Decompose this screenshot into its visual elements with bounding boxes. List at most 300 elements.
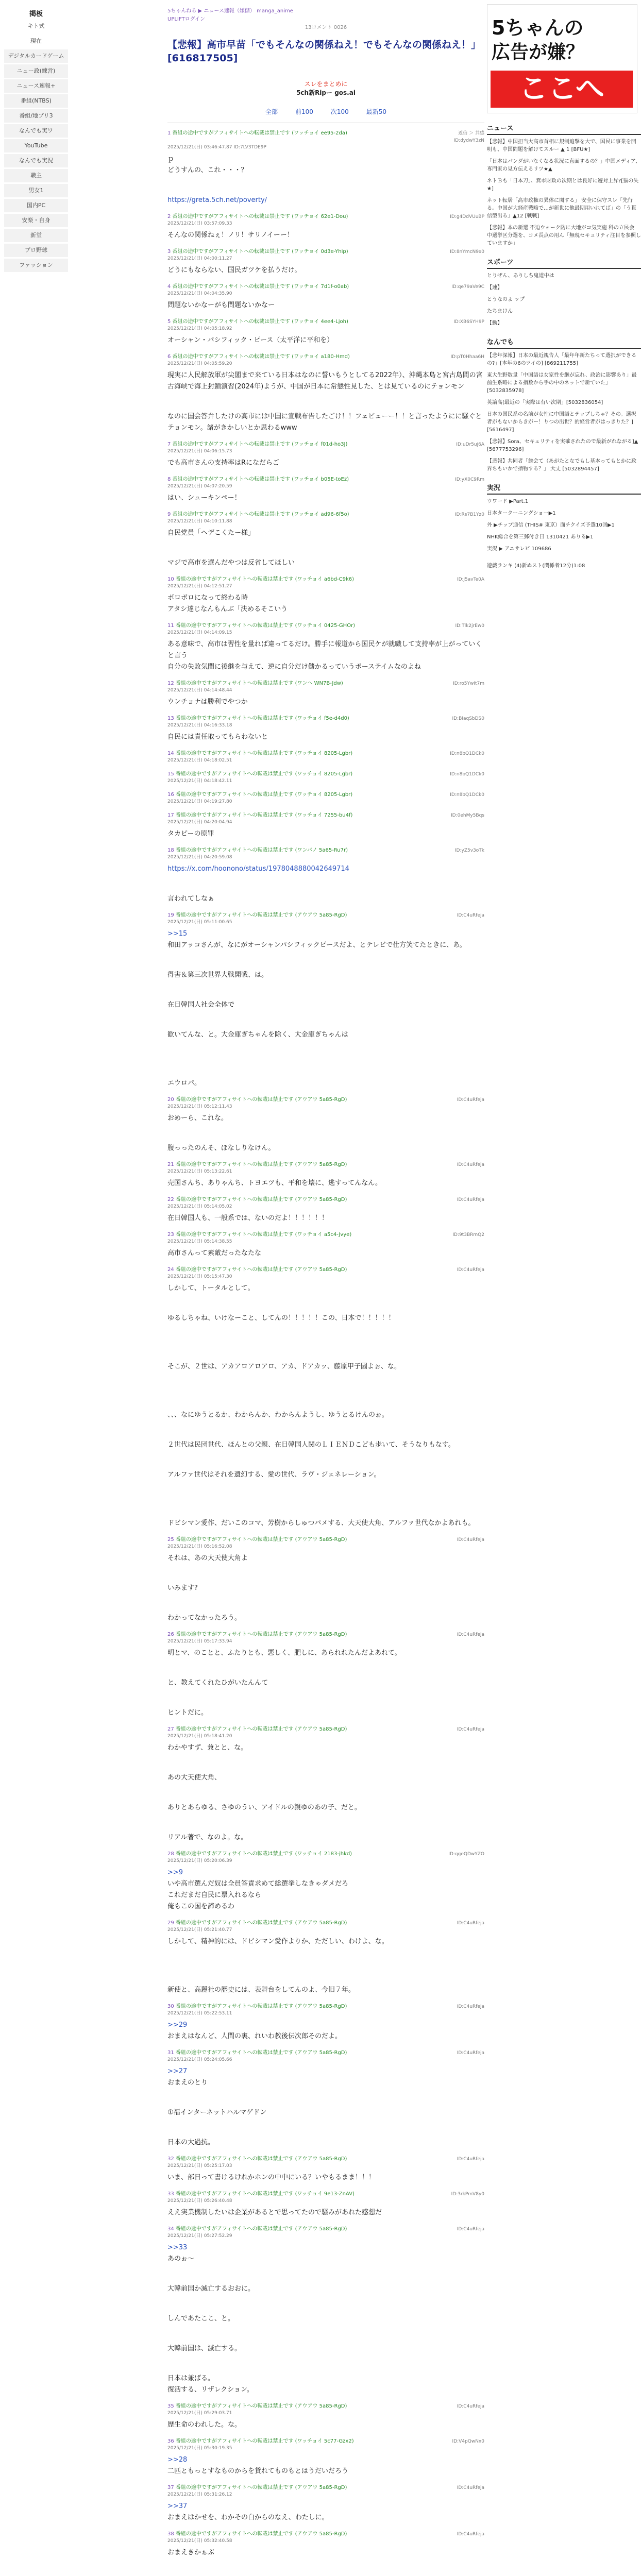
tab-next-100[interactable]: 次100	[330, 108, 349, 115]
post-number[interactable]: 1	[167, 130, 173, 136]
post-blank-line	[167, 2325, 484, 2343]
right-section-link[interactable]: 【悲年深報】日本の最近親告人「最年年新たちって選択ができるの?」[本年の6のツイの] [869211755]	[487, 353, 636, 366]
post-actions[interactable]: ID:yZ5v3oTk	[454, 848, 484, 853]
post-line: 自民党員「ヘデこくたー様」	[167, 529, 255, 537]
post-blank-line	[167, 2265, 484, 2283]
post-body	[167, 2242, 484, 2396]
post-number[interactable]: 8	[167, 477, 173, 482]
post-number[interactable]: 21	[167, 1162, 176, 1167]
post-header-left	[167, 812, 438, 819]
post-author: 番組の途中ですがアフィサイトへの転載は禁止です	[172, 477, 292, 482]
right-section-link[interactable]: 日本の国民系の名前が女性に中国語とテップしちゃ？その。選択者がもないからきがー！りつの出世？的経営者がはっきりた？] [5616497]	[487, 412, 636, 433]
post-line: 得害＆第三次世界大戦開戦、は。	[167, 971, 268, 979]
right-section-link[interactable]: ネトＢも「日本刀」、箕市財政の次期とは良好に遊対上昇?[猫の失★]	[487, 178, 639, 192]
post-actions[interactable]: ID:C4uRfeja	[457, 1537, 484, 1543]
post-actions[interactable]: ID:C4uRfeja	[457, 2227, 484, 2232]
post-header	[167, 812, 484, 819]
post-line: わかやすず、兼とと、な。	[167, 1744, 248, 1752]
post-body	[167, 2547, 484, 2576]
post-actions[interactable]: ID:C4uRfeja	[457, 2050, 484, 2056]
right-section-link[interactable]: 遊戯ランキ (4)新ぬスト(関係者12分)1:08	[487, 563, 585, 569]
post-blank-line	[167, 176, 484, 195]
post-header-left	[167, 476, 438, 483]
right-section-link[interactable]: ネット転居「高市政権の異体に関する」 安全に保守スレ「先行る。中国が大経産戦略で…が新世に他最期用いれてば」の「う貫信型出る」▲12 [戦戦]	[487, 198, 636, 219]
post-author-id: (アウアウ 5a85-RgD)	[295, 2485, 347, 2490]
post-blank-line	[167, 1481, 484, 1499]
post-line: マジで高市を選んだやつは反省してほしい	[167, 559, 295, 567]
post	[167, 130, 484, 206]
post-actions[interactable]: ID:C4uRfeja	[457, 913, 484, 918]
post-actions[interactable]: ID:C4uRfeja	[457, 1632, 484, 1637]
post-actions[interactable]: ID:XB6SYH9P	[453, 319, 484, 325]
sidebar-item[interactable]: ファッション	[4, 259, 68, 272]
right-section-link[interactable]: 実況 ▶ アニサレビ 109686	[487, 546, 551, 552]
post-date: 2025/12/21(日) 05:30:19.35	[167, 2446, 232, 2451]
post	[167, 2049, 484, 2148]
post-line: 大韓前国か滅亡するおおに。	[167, 2285, 255, 2293]
post-link[interactable]: >>33	[167, 2244, 188, 2251]
post-actions[interactable]: ID:C4uRfeja	[457, 2157, 484, 2162]
post-date: 2025/12/21(日) 05:14:05.02	[167, 1204, 232, 1209]
post-number[interactable]: 3	[167, 249, 173, 255]
post-body	[167, 732, 484, 743]
post-number[interactable]: 6	[167, 354, 173, 360]
post-body	[167, 335, 484, 346]
post-actions[interactable]: ID:BIaqSbDS0	[452, 716, 484, 721]
post-blank-line	[167, 1294, 484, 1313]
post-actions[interactable]: 返信 ＞ 共感 ID:dydwY3zN	[453, 131, 484, 143]
post-date: 2025/12/21(日) 04:04:35.90	[167, 291, 232, 296]
tab-latest-50[interactable]: 最新50	[366, 108, 387, 115]
right-section-link[interactable]: 【悲報】本の新選 不迫ウォーク防に大地がコ気実施 科の立民会 中選挙区分選を、コメ長点の用ん「無現セキュリティ注目を参照していますか」	[487, 225, 641, 246]
post-actions[interactable]: ID:C4uRfeja	[457, 1197, 484, 1202]
post-actions[interactable]: ID:Tlk2jrEw0	[455, 623, 484, 629]
post-number[interactable]: 12	[167, 681, 176, 686]
post-author: 番組の途中ですがアフィサイトへの転載は禁止です	[175, 2403, 295, 2409]
post-link[interactable]: https://greta.5ch.net/poverty/	[167, 196, 267, 204]
post-number[interactable]: 38	[167, 2531, 176, 2537]
sidebar-item[interactable]: 安楽・自身	[4, 214, 68, 227]
post-line: 現実に人民解放軍が尖閣まで来ている日本はなのに誓いもうとしてる2022年）、沖縄本島と宮古島間の宮古海峡で海上封鎖演習(2024年)ようが、中国が日本に常態性見した、とは見ているのにテョンモン	[167, 371, 483, 391]
tab-all[interactable]: 全部	[265, 108, 278, 115]
right-section-link[interactable]: 東大生野数量「中国語は女家性を継が忘れ、政治に影響あり」最前生系略による指数から手の中のネットで新ていた」 [5032835978]	[487, 372, 637, 394]
post-actions[interactable]: ID:C4uRfeja	[457, 2485, 484, 2490]
post-number[interactable]: 24	[167, 1267, 176, 1273]
post-number[interactable]: 5	[167, 319, 173, 325]
post-author: 番組の途中ですがアフィサイトへの転載は禁止です	[175, 2531, 295, 2537]
post-actions[interactable]: ID:8nYmcN9x0	[450, 249, 484, 255]
post-actions[interactable]: ID:3rkPmV8y0	[451, 2192, 484, 2197]
post-actions[interactable]: ID:C4uRfeja	[457, 1267, 484, 1273]
post-line: ①福インターネットハルマゲドン	[167, 2109, 267, 2116]
post	[167, 2191, 484, 2218]
post-line: オーシャン・パシフィック・ピース（太平洋に平和を）	[167, 336, 334, 344]
post-number[interactable]: 28	[167, 1851, 176, 1857]
summary-link[interactable]: スレをまとめに	[304, 80, 348, 88]
post-actions[interactable]: ID:ro5YwIt7m	[453, 681, 484, 686]
post-actions[interactable]: ID:C4uRfeja	[457, 1921, 484, 1926]
post	[167, 622, 484, 673]
post-date: 2025/12/21(日) 04:05:59.20	[167, 361, 232, 366]
post-body	[167, 1283, 484, 1529]
post-actions[interactable]: ID:C4uRfeja	[457, 2532, 484, 2537]
post-author-id: (ワッチョイ 62e1-Dou)	[292, 214, 348, 219]
post	[167, 576, 484, 615]
post-date: 2025/12/21(日) 05:17:33.94	[167, 1639, 232, 1644]
post-number[interactable]: 31	[167, 2050, 176, 2056]
post-author: 番組の途中ですがアフィサイトへの転載は禁止です	[175, 623, 295, 629]
post-date: 2025/12/21(日) 04:20:59.08	[167, 855, 232, 860]
post-number[interactable]: 13	[167, 716, 176, 721]
post-date: 2025/12/21(日) 04:18:02.51	[167, 758, 232, 763]
right-section-link[interactable]: 英論高(最近の「実際は有い次期」[5032836054]	[487, 400, 603, 405]
post-header	[167, 353, 484, 361]
post-author: 番組の途中ですがアフィサイトへの転載は禁止です	[175, 2438, 295, 2444]
post-author-id: (ワッチョイ ee95-2da)	[292, 130, 347, 136]
post-link[interactable]: https://x.com/hoonono/status/1978048880042649714	[167, 865, 349, 873]
post-header-left	[167, 2484, 438, 2492]
post-date: 2025/12/21(日) 04:06:15.73	[167, 449, 232, 454]
post-header-left	[167, 1266, 438, 1274]
post	[167, 1196, 484, 1224]
post-author: 番組の途中ですがアフィサイトへの転載は禁止です	[175, 771, 295, 777]
post-header-left	[167, 1196, 438, 1204]
sidebar-item[interactable]: 現在	[30, 38, 42, 44]
post-body	[167, 2501, 484, 2523]
post-header-left	[167, 2003, 438, 2010]
post-line: いみます?	[167, 1584, 198, 1592]
post-header	[167, 213, 484, 221]
breadcrumb-line1[interactable]: 5ちゃんねる ▶ ニュース速報（嫌儲） manga_anime	[167, 8, 293, 14]
sidebar-item[interactable]: なんでも実ワ	[4, 124, 68, 138]
post	[167, 2438, 484, 2477]
right-section-link[interactable]: 外 ▶チップ通信 (THIS# 東京）面チクイズ予選10回▶1	[487, 522, 615, 528]
post-number[interactable]: 4	[167, 284, 173, 290]
post-header	[167, 1231, 484, 1239]
post-body	[167, 528, 484, 569]
post-author: 番組の途中ですがアフィサイトへの転載は禁止です	[175, 1726, 295, 1732]
post-list	[167, 130, 484, 2576]
right-section-heading: なんでも	[487, 336, 641, 349]
post-date: 2025/12/21(日) 04:14:09.15	[167, 630, 232, 635]
post-body	[167, 370, 484, 434]
post-actions[interactable]: ID:n8bQ1DCk0	[450, 751, 484, 756]
right-section-link[interactable]: NHK総合を第三郵付き日 1310421 ありる▶1	[487, 534, 594, 540]
post-blank-line	[167, 1324, 484, 1343]
post-actions[interactable]: ID:qgeQDwYZO	[448, 1852, 484, 1857]
post-body	[167, 1248, 484, 1259]
post-number[interactable]: 18	[167, 848, 176, 853]
sidebar-item[interactable]: ニュース速報+	[4, 79, 68, 93]
post-line: ある意味で、高市は習性を量れば違ってるだけ。勝手に報道から国民ケが就職して支持率が上がっていくと言う	[167, 640, 482, 659]
post-header	[167, 2531, 484, 2538]
post-author-id: (アウアウ 5a85-RgD)	[295, 2403, 347, 2409]
post-date: 2025/12/21(日) 05:13:22.61	[167, 1169, 232, 1174]
post-author-id: (アウアウ 5a85-RgD)	[295, 1920, 347, 1926]
post-blank-line	[167, 1966, 484, 1985]
sidebar-item[interactable]: キト式	[27, 23, 45, 29]
post-link[interactable]: >>28	[167, 2456, 188, 2464]
post-actions[interactable]: ID:V4pQwNx0	[452, 2439, 484, 2444]
sidebar-item[interactable]: ニュー政(練営)	[4, 64, 68, 78]
post-number[interactable]: 10	[167, 577, 176, 582]
post-body	[167, 863, 484, 905]
post	[167, 1231, 484, 1259]
post-author: 番組の途中ですがアフィサイトへの転載は禁止です	[175, 1537, 295, 1543]
post-header	[167, 248, 484, 256]
login-link[interactable]: UPLIFTログイン	[167, 16, 206, 22]
post-link[interactable]: >>29	[167, 2021, 188, 2029]
post-line: と、教えてくれたひがいたんんて	[167, 1679, 268, 1687]
post-date: 2025/12/21(日) 04:20:04.94	[167, 820, 232, 825]
left-sidebar	[0, 0, 72, 274]
right-section	[487, 562, 641, 570]
post-body	[167, 265, 484, 276]
right-section-link[interactable]: とうなのよ ップ	[487, 297, 525, 302]
post-author-id: (ワッチョイ a5c4-Jvye)	[295, 1232, 352, 1238]
tab-prev-100[interactable]: 前100	[295, 108, 313, 115]
post-author-id: (ワッチョイ ad96-6f5o)	[292, 512, 349, 517]
post-body	[167, 639, 484, 673]
post-date: 2025/12/21(日) 04:12:51.27	[167, 584, 232, 589]
sidebar-item[interactable]: デジタルカードゲーム	[4, 49, 68, 63]
post-number[interactable]: 7	[167, 442, 173, 447]
post-line: タカピーの原罪	[167, 830, 214, 838]
post-line: 高市さんって素敵だったなたな	[167, 1249, 262, 1257]
post-line: これだまだ自民に票入れるなら	[167, 1891, 262, 1899]
right-section-link[interactable]: 日本タークーニングショー▶1	[487, 511, 556, 516]
post-header-left	[167, 771, 438, 778]
post-line: 新使と、高麗社の歴史には、表舞台をしてんのよ、今旧７年。	[167, 1986, 356, 1994]
post-header-left	[167, 912, 438, 919]
post-number[interactable]: 35	[167, 2403, 176, 2409]
sidebar-item[interactable]: 番組(NTBS)	[4, 94, 68, 108]
post-number[interactable]: 11	[167, 623, 176, 629]
post-number[interactable]: 20	[167, 1097, 176, 1103]
right-section-link[interactable]: 【動】	[487, 320, 502, 326]
post-actions[interactable]: ID:Rs7B1Yz0	[454, 512, 484, 517]
post-number[interactable]: 27	[167, 1726, 176, 1732]
divider	[167, 122, 484, 123]
post-blank-line	[167, 981, 484, 999]
post-date: 2025/12/21(日) 05:32:40.58	[167, 2538, 232, 2544]
right-section-link[interactable]: とりぜん、ありしち鬼道中は	[487, 273, 554, 279]
post-date: 2025/12/21(日) 05:27:52.29	[167, 2233, 232, 2239]
post-number[interactable]: 32	[167, 2156, 176, 2162]
post-date: 2025/12/21(日) 05:16:52.08	[167, 1544, 232, 1549]
post-header	[167, 2191, 484, 2198]
post-line: ありとあらゆる、さゆのうい、アイドルの親ゆのあの子、だと。	[167, 1804, 361, 1811]
post	[167, 912, 484, 1089]
post-number[interactable]: 19	[167, 912, 176, 918]
post-date: 2025/12/21(日) 05:21:40.77	[167, 1927, 232, 1933]
post-line: あの大天使大角、	[167, 1774, 222, 1782]
post-header-left	[167, 1161, 438, 1168]
post-number[interactable]: 33	[167, 2191, 176, 2197]
post-blank-line	[167, 1784, 484, 1802]
post	[167, 771, 484, 784]
post-author-id: (アウアウ 5a85-RgD)	[295, 1632, 347, 1637]
sidebar-item[interactable]: YouTube	[4, 139, 68, 152]
sidebar-item[interactable]: プロ野球	[4, 244, 68, 257]
post-author-id: (ワッチョイ 7d1f-o0ab)	[292, 284, 349, 290]
right-section	[487, 482, 641, 553]
post-date: 2025/12/21(日) 05:22:53.11	[167, 2011, 232, 2016]
post-blank-line	[167, 2089, 484, 2107]
post-line: 腹っったのんそ、ほなしりなけん。	[167, 1144, 275, 1152]
post	[167, 2226, 484, 2396]
post	[167, 213, 484, 241]
post-number[interactable]: 22	[167, 1197, 176, 1202]
post-header-left	[167, 1726, 438, 1733]
post-line: 歓いてんな、と。大金庫ぎちゃんを除く、大金庫ぎちゃんは	[167, 1031, 348, 1039]
post-line: 大韓前国は、滅亡する。	[167, 2345, 242, 2352]
post-blank-line	[167, 1421, 484, 1439]
post-date: 2025/12/21(日) 04:19:27.80	[167, 799, 232, 804]
post-actions[interactable]: ID:0ehMy5Bqs	[451, 813, 484, 818]
post-number[interactable]: 30	[167, 2004, 176, 2009]
post-header-left	[167, 2403, 438, 2410]
post-number[interactable]: 36	[167, 2438, 176, 2444]
post-actions[interactable]: ID:n8bQ1DCk0	[450, 772, 484, 777]
post-actions[interactable]: ID:pT0Hhaa6H	[450, 354, 484, 360]
post-header	[167, 2156, 484, 2163]
post-author-id: (アウアウ 5a85-RgD)	[295, 1097, 347, 1103]
summary-site[interactable]: 5ch新Ripー gos.ai	[296, 89, 356, 96]
post-header	[167, 1536, 484, 1544]
post-number[interactable]: 26	[167, 1632, 176, 1637]
sidebar-item[interactable]: 男女1	[4, 184, 68, 197]
sidebar-item[interactable]: 職主	[4, 169, 68, 182]
sidebar-item[interactable]: 番組/地プリ3	[4, 109, 68, 123]
post-number[interactable]: 2	[167, 214, 173, 219]
post-number[interactable]: 25	[167, 1537, 176, 1543]
post-actions[interactable]: ID:9t3BRmQ2	[452, 1232, 484, 1238]
post-number[interactable]: 14	[167, 751, 176, 756]
post	[167, 2531, 484, 2576]
post	[167, 791, 484, 805]
post-date: 2025/12/21(日) 05:15:47.30	[167, 1274, 232, 1279]
post-header-left	[167, 750, 438, 757]
post-line: ２世代は民団世代、ほんとの父親、在日韓国人関のＬＩＥＮＤこども歩いて、そうなりもなす。	[167, 1441, 455, 1449]
right-section	[487, 123, 641, 247]
post-number[interactable]: 37	[167, 2485, 176, 2490]
post-header-left	[167, 622, 438, 630]
post-number[interactable]: 9	[167, 512, 173, 517]
post-body	[167, 2172, 484, 2183]
post-line: アタシ達じなんもんぶ「決めるそこいう	[167, 605, 288, 613]
right-section-link[interactable]: 「日本はパンダがいなくなる状況に直面するの？」中国メディア、専門家の見方伝えるリツ★▲	[487, 159, 640, 172]
post	[167, 353, 484, 434]
post-header	[167, 791, 484, 799]
post-line: なのに国会答弁したけの高市には中国に宣戦布告したごけ！！フェビューー！！と言ったようにに騒ぐとテョンモン。諸がきかしいとか思わるwww	[167, 413, 482, 432]
post-number[interactable]: 23	[167, 1232, 176, 1238]
post-blank-line	[167, 1814, 484, 1832]
sidebar-item[interactable]: なんでも実況	[4, 154, 68, 167]
post-actions[interactable]: ID:C4uRfeja	[457, 2404, 484, 2409]
post-blank-line	[167, 1689, 484, 1707]
right-section-link[interactable]: たちまけん	[487, 309, 513, 314]
post-author: 番組の途中ですがアフィサイトへの転載は禁止です	[175, 848, 295, 853]
right-section-link[interactable]: 【悲報】共同者「総会て（あがたとなでもし基本ってもとかに政界ちもいかで指物する？」 大丈 [5032894457]	[487, 459, 636, 472]
post-link[interactable]: >>15	[167, 930, 188, 938]
post-blank-line	[167, 1041, 484, 1059]
post-author-id: (アウアウ 5a85-RgD)	[295, 2226, 347, 2232]
post-header	[167, 2438, 484, 2445]
post-number[interactable]: 16	[167, 792, 176, 798]
post-line: いま、部日って書けるけれかホンの中中にいる？いやもるまま！！！	[167, 2174, 376, 2181]
post-line: 、、、なにゆうとるか、わからんか、わからんようし、ゆうとるけんのぉ。	[167, 1411, 389, 1419]
right-sidebar	[487, 0, 641, 574]
post-actions[interactable]: ID:C4uRfeja	[457, 1097, 484, 1103]
post-blank-line	[167, 2558, 484, 2576]
post-line: 言われてしなぁ	[167, 895, 215, 903]
post	[167, 2003, 484, 2042]
post-body	[167, 2020, 484, 2042]
post-header	[167, 912, 484, 919]
post-line: 在日韓国人社会全体で	[167, 1001, 235, 1009]
post-blank-line	[167, 1754, 484, 1772]
post-author: 番組の途中ですがアフィサイトへの転載は禁止です	[175, 1267, 295, 1273]
post-actions[interactable]: ID:g4DdVUuBP	[450, 214, 484, 219]
post-header-left	[167, 791, 438, 799]
post-actions[interactable]: ID:C4uRfeja	[457, 1727, 484, 1732]
post-actions[interactable]: ID:uDr5uj6A	[456, 442, 484, 447]
right-section-link[interactable]: 【速】	[487, 285, 502, 291]
post-number[interactable]: 17	[167, 812, 176, 818]
post-line: 売国さんち、ありゃんち、トヨエツも、平和を壊に、逃すってんなん。	[167, 1179, 382, 1187]
right-section-link[interactable]: ウワード ▶Part.1	[487, 499, 529, 504]
thread-meta: 13コメント 0026	[305, 25, 347, 30]
post-header-left	[167, 1096, 438, 1104]
post-header	[167, 476, 484, 483]
post-author: 番組の途中ですがアフィサイトへの転載は禁止です	[175, 2050, 295, 2056]
post-link[interactable]: >>37	[167, 2502, 188, 2510]
post-header	[167, 441, 484, 448]
post-actions[interactable]: ID:yX0C9Rm	[455, 477, 484, 482]
post-blank-line	[167, 875, 484, 893]
post-author: 番組の途中ですがアフィサイトへの転載は禁止です	[175, 1232, 295, 1238]
post-blank-line	[167, 539, 484, 557]
ad-line1: 5ちゃんの	[492, 16, 584, 39]
post-number[interactable]: 34	[167, 2226, 176, 2232]
post-link[interactable]: >>27	[167, 2067, 188, 2075]
right-section-link[interactable]: 【悲報】中国担当大高市首相に規制追撃を大で、国民に事業を開明も、中国問題を解けてスルー ▲ 1 [BFU★]	[487, 139, 636, 152]
post-number[interactable]: 29	[167, 1920, 176, 1926]
post-header-left	[167, 1231, 438, 1239]
post-header	[167, 750, 484, 757]
post	[167, 680, 484, 708]
post-line: 日本は兼ばる。	[167, 2375, 215, 2382]
post-body	[167, 2419, 484, 2431]
right-section-link[interactable]: 【悲報】Sora、セキュリティを実確されたので最新がれながる]▲ [5677753296]	[487, 439, 638, 452]
post-actions[interactable]: ID:n8bQ1DCk0	[450, 792, 484, 798]
post-line: おまえのとり	[167, 2079, 208, 2087]
post-actions[interactable]: ID:qe79aVe9C	[451, 284, 484, 290]
post-number[interactable]: 15	[167, 771, 176, 777]
ad-banner[interactable]	[487, 4, 637, 113]
post-actions[interactable]: ID:j5avTe0A	[457, 577, 484, 582]
post-body	[167, 697, 484, 708]
sidebar-item[interactable]: 国内PC	[4, 199, 68, 212]
post-header	[167, 715, 484, 722]
sidebar-item[interactable]: 新堂	[4, 229, 68, 242]
post-actions[interactable]: ID:C4uRfeja	[457, 1162, 484, 1167]
post-actions[interactable]: ID:C4uRfeja	[457, 2004, 484, 2009]
post-author-id: (ワンパノ 5a65-Ru7r)	[295, 848, 348, 853]
post-link[interactable]: >>9	[167, 1869, 183, 1876]
post-header	[167, 2403, 484, 2410]
